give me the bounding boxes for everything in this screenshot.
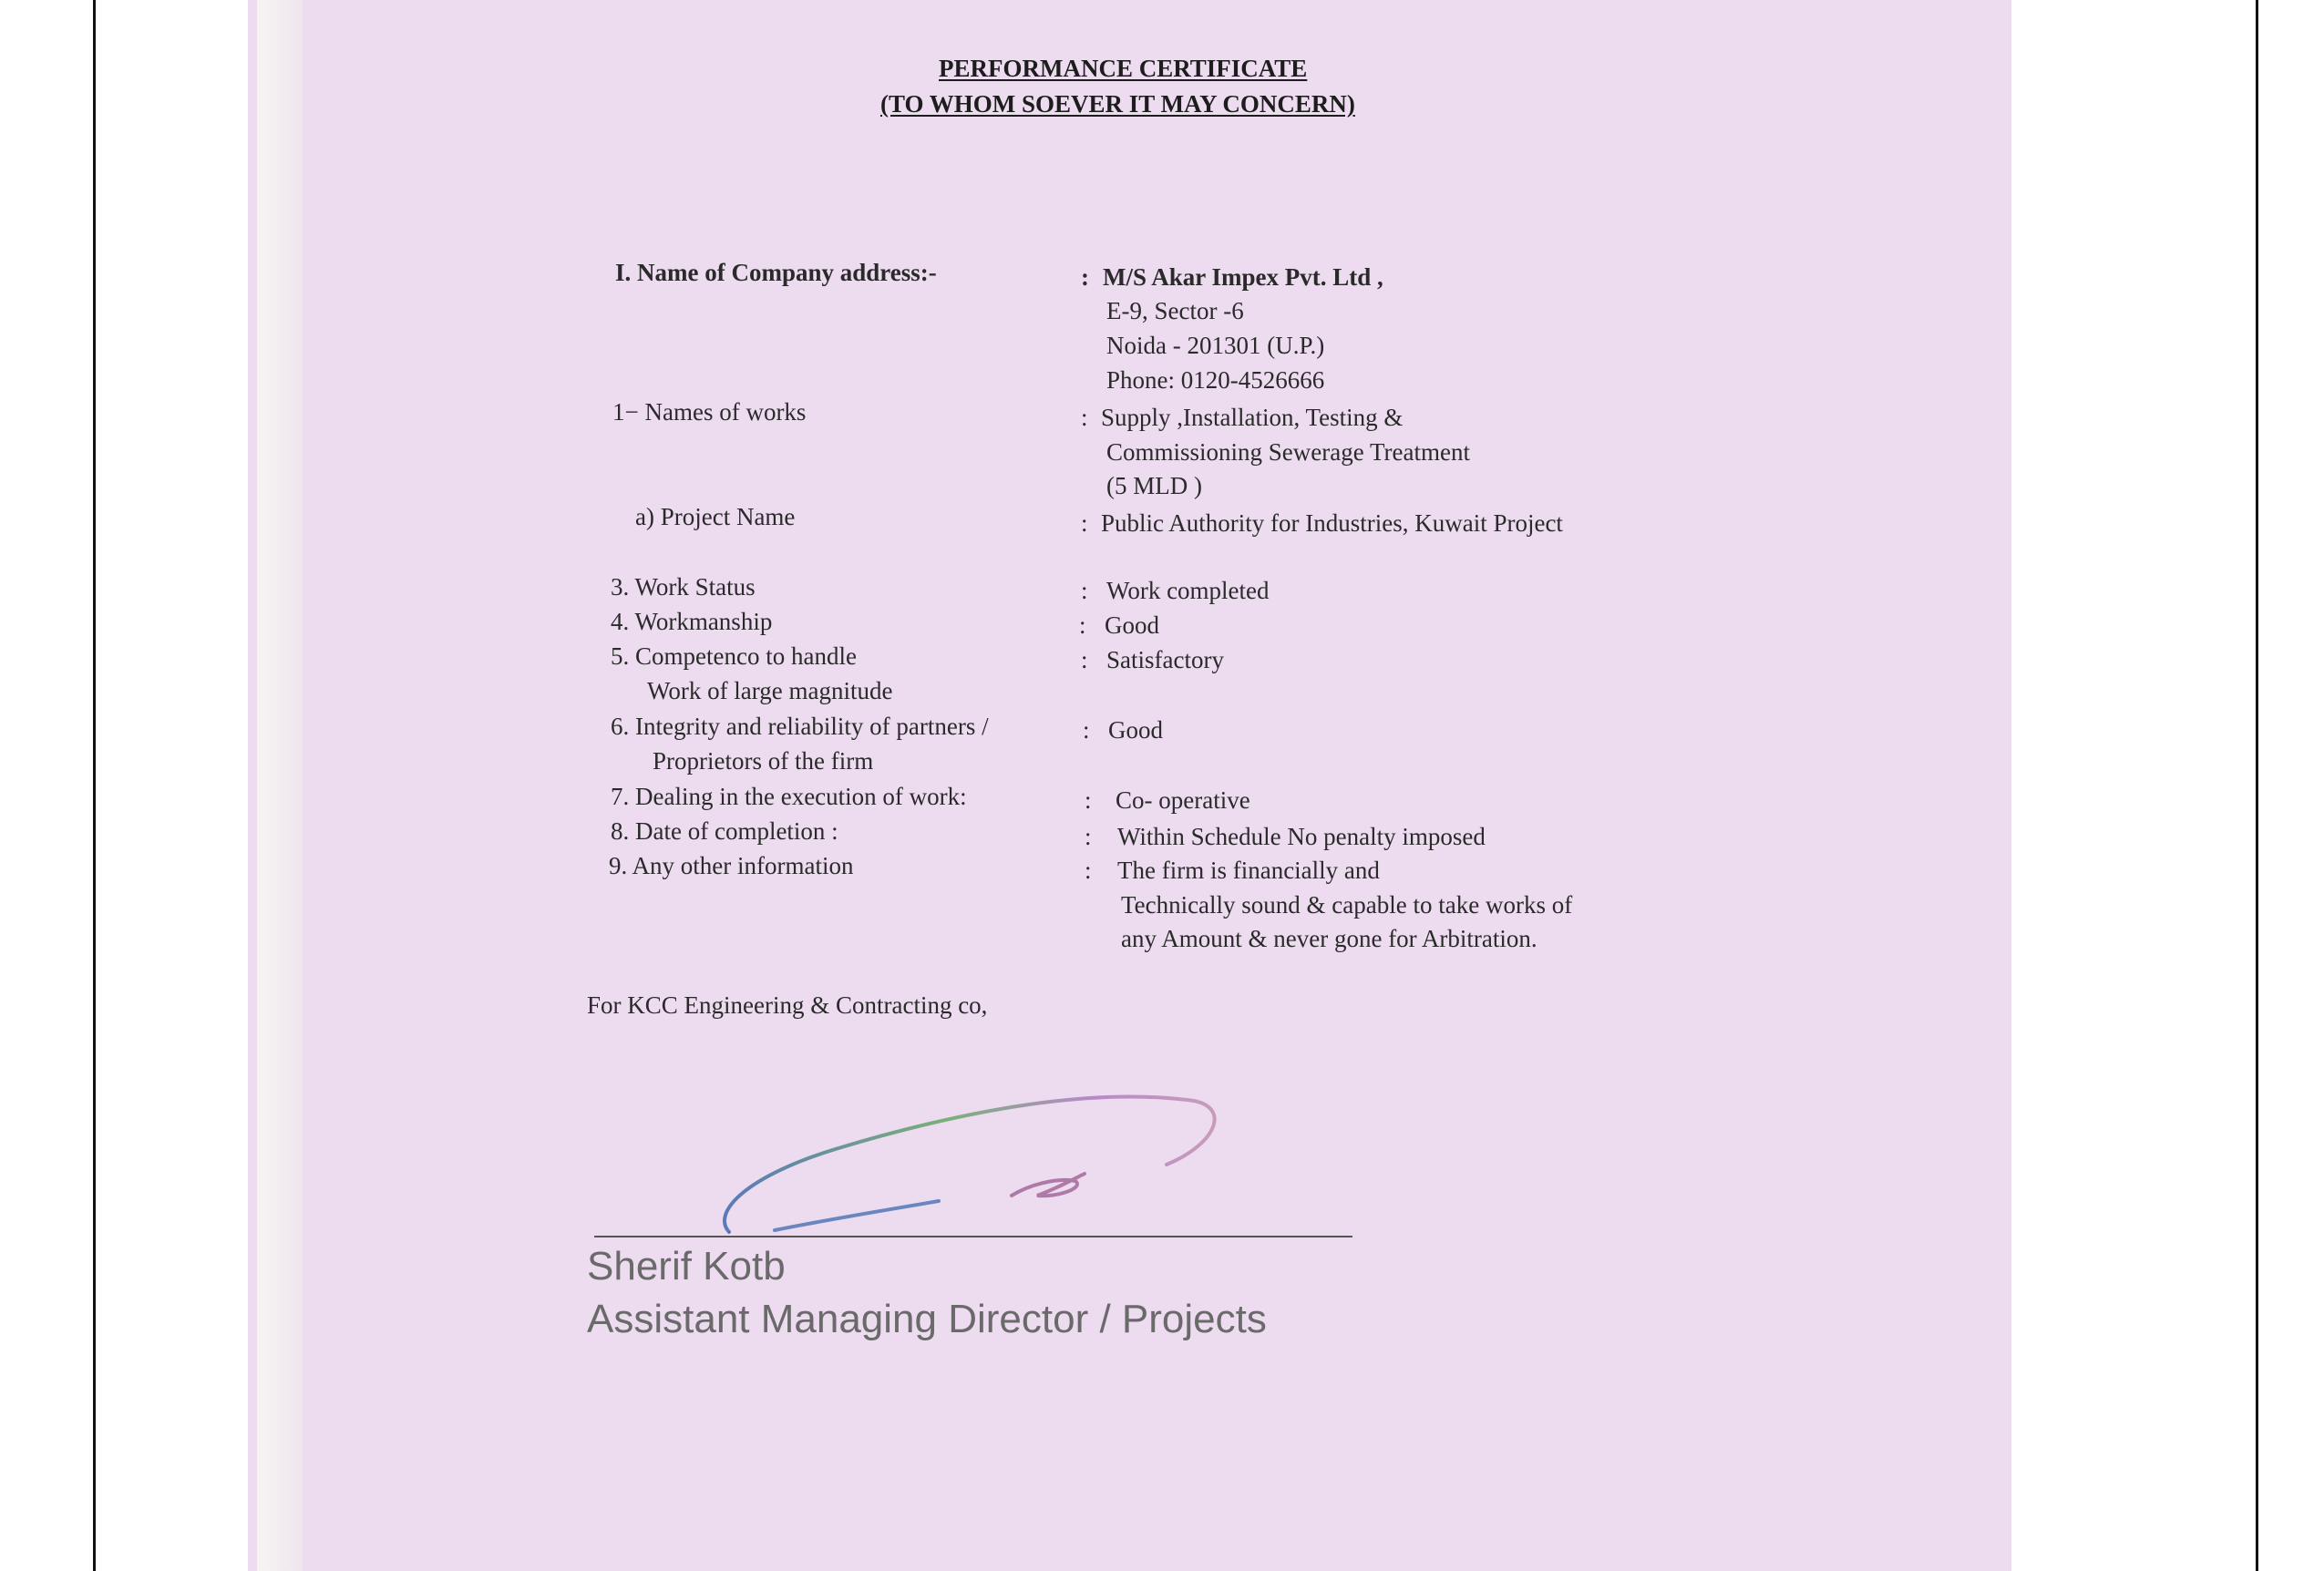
- other-info-label: 9. Any other information: [609, 852, 854, 879]
- project-value: Public Authority for Industries, Kuwait Project: [1101, 509, 1563, 537]
- for-company-line: For KCC Engineering & Contracting co,: [587, 991, 988, 1019]
- integrity-label-line-2: Proprietors of the firm: [653, 747, 874, 775]
- completion-colon: :: [1085, 823, 1092, 850]
- status-colon: :: [1081, 577, 1088, 604]
- other-info-value-line-2: Technically sound & capable to take works of: [1121, 891, 1573, 919]
- competence-colon: :: [1081, 646, 1088, 673]
- completion-label: 8. Date of completion :: [611, 817, 838, 845]
- works-value-line-3: (5 MLD ): [1106, 472, 1202, 499]
- workmanship-value: Good: [1105, 611, 1159, 639]
- company-colon: :: [1081, 263, 1089, 291]
- company-phone: Phone: 0120-4526666: [1106, 366, 1325, 394]
- project-label: a) Project Name: [635, 503, 796, 530]
- works-label: 1− Names of works: [612, 398, 807, 426]
- company-address-line-2: E-9, Sector -6: [1106, 297, 1244, 324]
- certificate-subtitle: (TO WHOM SOEVER IT MAY CONCERN): [880, 90, 1355, 118]
- company-label: I. Name of Company address:-: [615, 259, 937, 286]
- certificate-title: PERFORMANCE CERTIFICATE: [939, 55, 1308, 82]
- integrity-value: Good: [1108, 716, 1163, 744]
- company-address-line-3: Noida - 201301 (U.P.): [1106, 332, 1325, 359]
- works-value-line-1: Supply ,Installation, Testing &: [1101, 404, 1404, 431]
- workmanship-colon: :: [1079, 611, 1086, 639]
- dealing-colon: :: [1085, 786, 1092, 814]
- completion-value: Within Schedule No penalty imposed: [1117, 823, 1486, 850]
- signatory-name: Sherif Kotb: [587, 1244, 786, 1289]
- page-border-right: [2256, 0, 2258, 1571]
- company-name-value: M/S Akar Impex Pvt. Ltd ,: [1103, 263, 1383, 291]
- works-colon: :: [1081, 404, 1088, 431]
- competence-value: Satisfactory: [1106, 646, 1224, 673]
- other-info-value-line-3: any Amount & never gone for Arbitration.: [1121, 925, 1537, 952]
- signatory-title: Assistant Managing Director / Projects: [587, 1297, 1267, 1341]
- signature-line: [594, 1236, 1352, 1237]
- works-value-line-2: Commissioning Sewerage Treatment: [1106, 438, 1470, 466]
- scan-edge-strip: [257, 0, 303, 1571]
- competence-label-line-1: 5. Competenco to handle: [611, 642, 857, 670]
- page-border-left: [93, 0, 96, 1571]
- project-colon: :: [1081, 509, 1088, 537]
- other-info-colon: :: [1085, 857, 1092, 884]
- status-value: Work completed: [1106, 577, 1270, 604]
- dealing-label: 7. Dealing in the execution of work:: [611, 783, 967, 810]
- handwritten-signature: [693, 1075, 1239, 1258]
- status-label: 3. Work Status: [611, 573, 756, 601]
- competence-label-line-2: Work of large magnitude: [647, 677, 893, 704]
- integrity-colon: :: [1083, 716, 1090, 744]
- dealing-value: Co- operative: [1116, 786, 1250, 814]
- integrity-label-line-1: 6. Integrity and reliability of partners /: [611, 713, 989, 740]
- other-info-value-line-1: The firm is financially and: [1117, 857, 1380, 884]
- workmanship-label: 4. Workmanship: [611, 608, 773, 635]
